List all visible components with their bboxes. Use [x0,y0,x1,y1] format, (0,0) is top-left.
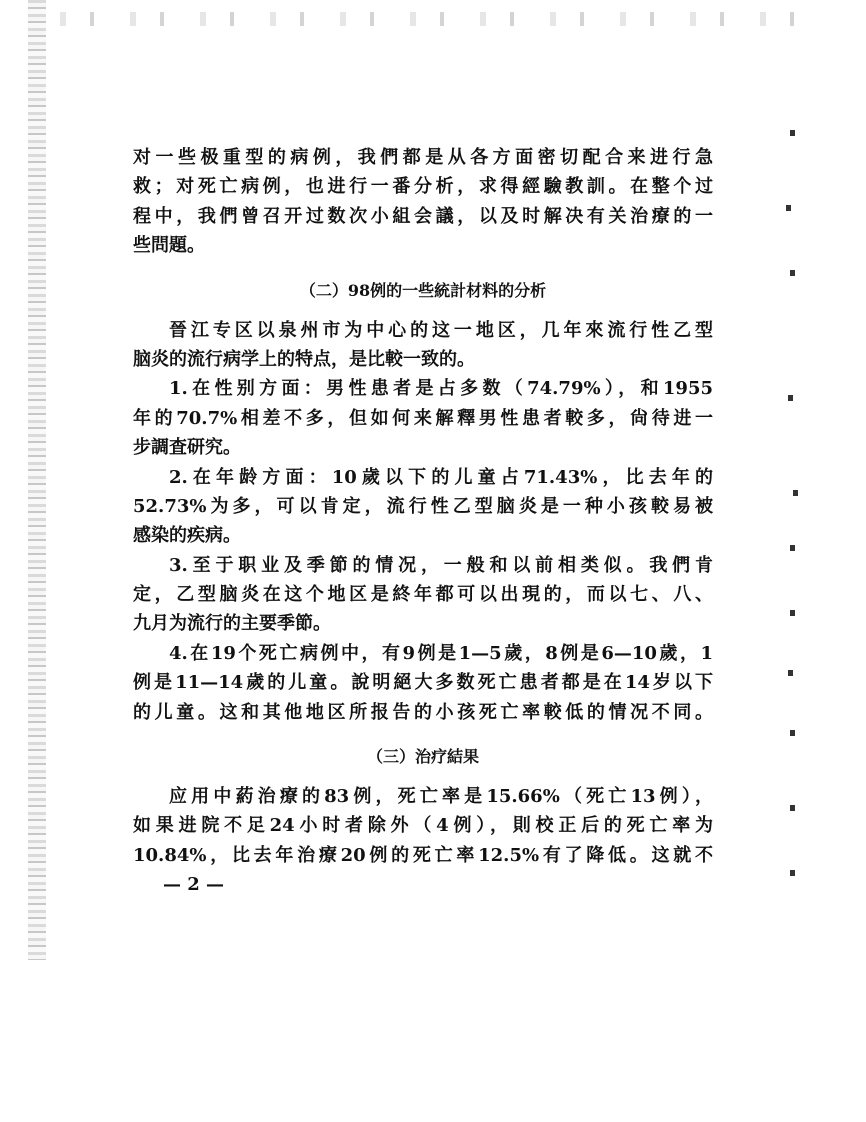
text-line: 些問題。 [133,235,205,257]
item-4-paragraph [133,639,713,727]
page-number: — 2 — [163,874,225,896]
text-line: 救；对死亡病例，也进行一番分析，求得經驗教訓。在整个过 [133,176,713,198]
text-line: 52.73%为多，可以肯定，流行性乙型脑炎是一种小孩較易被 [133,495,713,517]
text-line: 4.在19个死亡病例中，有9例是1—5歲，8例是6—10歲，1 [169,642,713,664]
text-line: 九月为流行的主要季節。 [133,613,331,635]
intro-paragraph [133,143,713,261]
text-line: 2.在年龄方面：10歲以下的儿童占71.43%，比去年的 [169,466,713,488]
section2-intro-paragraph [133,316,713,375]
text-line: 程中，我們曾召开过数次小組会議，以及时解决有关治療的一 [133,205,713,227]
text-line: 10.84%，比去年治療20例的死亡率12.5%有了降低。这就不 [133,844,713,866]
text-line: 年的70.7%相差不多，但如何来解釋男性患者較多，尙待进一 [133,407,713,429]
section-heading: （二）98例的一些統計材料的分析 [299,280,547,300]
text-line: 感染的疾病。 [133,525,241,547]
text-line: 3.至于职业及季節的情况，一般和以前相类似。我們肯 [169,554,713,576]
item-2-paragraph [133,463,713,551]
text-line: 对一些极重型的病例，我們都是从各方面密切配合来进行急 [133,147,713,168]
text-line: 脑炎的流行病学上的特点，是比較一致的。 [133,348,475,370]
text-line: 的儿童。这和其他地区所报告的小孩死亡率較低的情况不同。 [133,701,713,723]
text-line: 应用中葯治療的83例，死亡率是15.66%（死亡13例）， [169,786,713,808]
item-3-paragraph [133,551,713,639]
text-line: 1.在性别方面：男性患者是占多数（74.79%），和1955 [169,378,713,400]
text-line: 步調査研究。 [133,437,241,459]
scan-right-margin-marks [768,130,828,890]
scan-top-noise [60,12,820,26]
text-line: 如果进院不足24小时者除外（4例），則校正后的死亡率为 [133,815,713,837]
text-line: 晉江专区以泉州市为中心的这一地区，几年來流行性乙型 [169,319,713,341]
section-heading: （三）治疗結果 [366,747,479,767]
scan-edge-artifact [28,0,46,960]
text-line: 定，乙型脑炎在这个地区是終年都可以出現的，而以七、八、 [133,584,713,606]
item-1-paragraph [133,374,713,462]
text-line: 例是11—14歲的儿童。說明絕大多数死亡患者都是在14岁以下 [133,672,713,694]
document-page [133,143,713,900]
section3-paragraph [133,782,713,870]
